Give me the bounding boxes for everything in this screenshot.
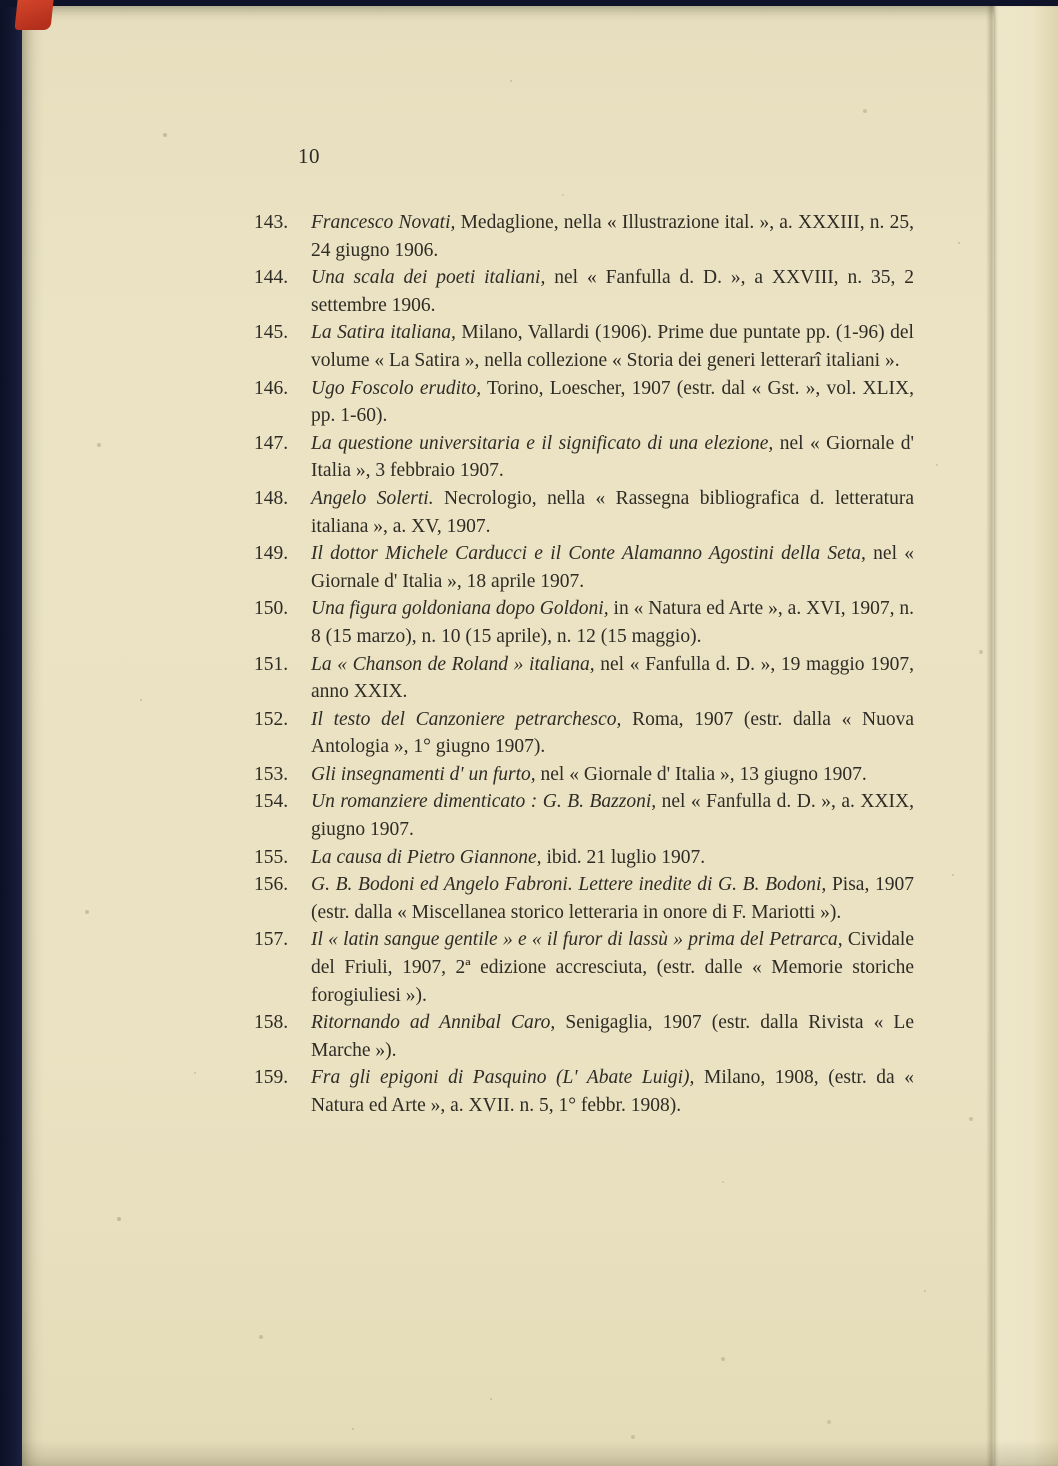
entry-text: Pisa, 1907 (estr. dalla « Miscellanea storico letteraria in onore di F. Mariotti »).	[311, 874, 914, 923]
bibliography-list	[254, 209, 914, 1120]
entry-text: Torino, Loescher, 1907 (estr. dal « Gst. », vol. XLIX, pp. 1-60).	[311, 377, 915, 427]
bibliography-entry	[254, 430, 914, 485]
bibliography-entry	[254, 540, 914, 595]
entry-title: La questione universitaria e il significato di una elezione,	[311, 432, 774, 454]
entry-text: nel « Giornale d' Italia », 3 febbraio 1907.	[311, 432, 914, 482]
page-content	[254, 144, 914, 1120]
entry-title: Fra gli epigoni di Pasquino (L' Abate Luigi),	[311, 1067, 695, 1089]
entry-number: 156.	[254, 874, 289, 896]
entry-title: La « Chanson de Roland » italiana,	[311, 653, 595, 675]
bibliography-entry	[254, 926, 914, 1009]
bibliography-entry	[254, 485, 914, 540]
entry-text: ibid. 21 luglio 1907.	[546, 846, 706, 868]
entry-title: Il « latin sangue gentile » e « il furor di lassù » prima del Petrarca,	[311, 929, 843, 951]
entry-number: 150.	[254, 598, 289, 620]
entry-number: 143.	[254, 212, 289, 233]
entry-text: Senigaglia, 1907 (estr. dalla Rivista « Le Marche »).	[311, 1012, 914, 1061]
entry-text: Milano, 1908, (estr. da « Natura ed Arte », a. XVII. n. 5, 1° febbr. 1908).	[311, 1067, 915, 1116]
entry-text: Milano, Vallardi (1906). Prime due puntate pp. (1-96) del volume « La Satira », nella collezione « Storia dei generi letterarî italiani ».	[311, 322, 914, 371]
entry-text: Necrologio, nella « Rassegna bibliografica d. letteratura italiana », a. XV, 1907.	[311, 487, 915, 537]
book-spine	[0, 0, 24, 1466]
book-page	[22, 6, 1058, 1466]
entry-title: La causa di Pietro Giannone,	[311, 846, 542, 868]
entry-number: 155.	[254, 846, 289, 868]
entry-number: 148.	[254, 487, 289, 509]
entry-number: 159.	[254, 1067, 289, 1089]
red-bookmark-scrap	[14, 0, 53, 30]
entry-text: Roma, 1907 (estr. dalla « Nuova Antologia », 1° giugno 1907).	[311, 708, 914, 758]
entry-title: Francesco Novati,	[311, 212, 456, 233]
bibliography-entry	[254, 844, 914, 872]
page-number: 10	[298, 144, 320, 168]
entry-title: Una scala dei poeti italiani,	[311, 267, 546, 289]
entry-text: nel « Fanfulla d. D. », a. XXIX, giugno 1907.	[311, 791, 914, 841]
bottom-edge-shadow	[22, 1440, 1058, 1466]
bibliography-entry	[254, 651, 914, 706]
bibliography-entry	[254, 319, 914, 374]
entry-number: 151.	[254, 653, 289, 675]
entry-number: 154.	[254, 791, 289, 813]
bibliography-entry	[254, 871, 914, 926]
entry-number: 149.	[254, 543, 289, 565]
bibliography-entry	[254, 1009, 914, 1064]
entry-number: 145.	[254, 322, 289, 344]
bibliography-entry	[254, 264, 914, 319]
entry-number: 147.	[254, 432, 289, 454]
entry-text: Medaglione, nella « Illustrazione ital. », a. XXXIII, n. 25, 24 giugno 1906.	[311, 212, 914, 261]
entry-title: Un romanziere dimenticato : G. B. Bazzoni,	[311, 791, 657, 813]
entry-number: 153.	[254, 763, 289, 785]
next-page-edge	[994, 6, 1058, 1466]
entry-text: nel « Giornale d' Italia », 13 giugno 1907.	[540, 763, 867, 785]
entry-text: Cividale del Friuli, 1907, 2ª edizione accresciuta, (estr. dalle « Memorie storiche forogiuliesi »).	[311, 929, 914, 1006]
entry-text: in « Natura ed Arte », a. XVI, 1907, n. 8 (15 marzo), n. 10 (15 aprile), n. 12 (15 maggio).	[311, 598, 915, 647]
entry-number: 157.	[254, 929, 289, 951]
bibliography-entry	[254, 375, 914, 430]
entry-title: Il testo del Canzoniere petrarchesco,	[311, 708, 622, 730]
bibliography-entry	[254, 761, 914, 789]
bibliography-entry	[254, 595, 914, 650]
entry-title: Gli insegnamenti d' un furto,	[311, 763, 536, 785]
bibliography-entry	[254, 706, 914, 761]
entry-text: nel « Fanfulla d. D. », a XXVIII, n. 35, 2 settembre 1906.	[311, 267, 914, 316]
entry-title: Ritornando ad Annibal Caro,	[311, 1012, 556, 1034]
bibliography-entry	[254, 209, 914, 264]
paper-speckles	[22, 6, 24, 8]
entry-title: G. B. Bodoni ed Angelo Fabroni. Lettere inedite di G. B. Bodoni,	[311, 874, 827, 896]
bibliography-entry	[254, 1064, 914, 1119]
entry-number: 144.	[254, 267, 289, 289]
entry-text: nel « Fanfulla d. D. », 19 maggio 1907, anno XXIX.	[311, 653, 914, 703]
entry-title: Il dottor Michele Carducci e il Conte Alamanno Agostini della Seta,	[311, 543, 866, 565]
entry-number: 152.	[254, 708, 289, 730]
entry-number: 158.	[254, 1012, 289, 1034]
bibliography-entry	[254, 788, 914, 843]
entry-title: Ugo Foscolo erudito,	[311, 377, 482, 399]
entry-text: nel « Giornale d' Italia », 18 aprile 1907.	[311, 543, 915, 592]
entry-number: 146.	[254, 377, 289, 399]
entry-title: Una figura goldoniana dopo Goldoni,	[311, 598, 609, 620]
entry-title: La Satira italiana,	[311, 322, 456, 344]
page-crease	[986, 6, 996, 1466]
entry-title: Angelo Solerti.	[311, 487, 434, 509]
